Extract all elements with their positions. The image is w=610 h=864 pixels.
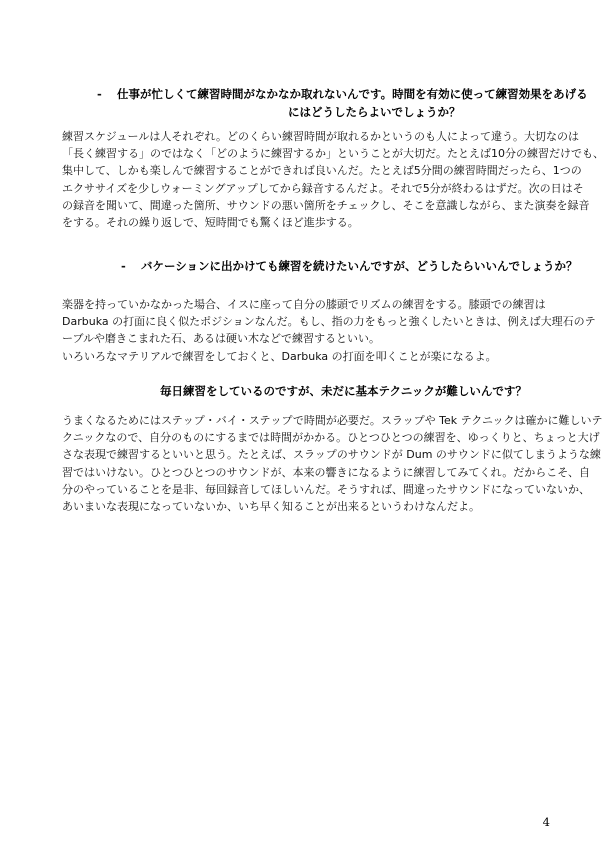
answer-3-line-5: 分のやっていることを是非、毎回録音してほしいんだ。そうすれば、間違ったサウンドになっていないか、 [62,482,590,496]
answer-1-line-3: 集中して、しかも楽しんで練習することができれば良いんだ。たとえば5分間の練習時間だったら、1つの [62,164,582,178]
answer-3-line-4: 習ではいけない。ひとつひとつのサウンドが、本来の響きになるように練習してみてくれ。だからこそ、自 [62,465,590,479]
answer-3 [62,412,603,515]
question-2-dash: - [121,259,126,273]
answer-3-line-2: クニックなので、自分のものにするまでは時間がかかる。ひとつひとつの練習を、ゆっくりと、ちょっと大げ [62,431,600,445]
question-1-dash: - [97,87,102,101]
answer-3-line-6: あいまいな表現になっていないか、いち早く知ることが出来るというわけなんだよ。 [62,500,480,514]
answer-2 [62,296,596,365]
question-3-line-1: 毎日練習をしているのですが、未だに基本テクニックが難しいんです？ [160,384,527,398]
answer-1-line-6: をする。それの繰り返しで、短時間でも驚くほど進歩する。 [62,216,359,230]
answer-1-line-5: の録音を聞いて、間違った箇所、サウンドの悪い箇所をチェックし、そこを意識しながら、また演奏を録音 [62,198,590,212]
answer-1 [62,128,604,231]
answer-3-line-3: さな表現で練習するといいと思う。たとえば、スラップのサウンドが Dum のサウンドに似てしまうような練 [62,448,601,462]
answer-1-line-2: 「長く練習する」のではなく「どのように練習するか」ということが大切だ。たとえば10分の練習だけでも、 [62,147,604,161]
answer-1-line-1: 練習スケジュールは人それぞれ。どのくらい練習時間が取れるかというのも人によって違う。大切なのは [62,130,579,143]
answer-2-line-1: 楽器を持っていかなかった場合、イスに座って自分の膝頭でリズムの練習をする。膝頭での練習は [62,298,546,311]
page-number: 4 [542,815,550,829]
answer-3-line-1: うまくなるためにはステップ・バイ・ステップで時間が必要だ。スラップや Tek テクニックは確かに難しいテ [62,414,603,427]
answer-1-line-4: エクササイズを少しウォーミングアップしてから録音するんだよ。それで5分が終わるはずだ。次の日はそ [62,181,584,195]
question-1-line-2: にはどうしたらよいでしょうか？ [288,105,461,119]
question-1-line-1: 仕事が忙しくて練習時間がなかなか取れないんです。時間を有効に使って練習効果をあげる [117,87,588,101]
answer-2-line-2: Darbuka の打面に良く似たポジションなんだ。もし、指の力をもっと強くしたいときは、例えば大理石のテ [62,315,596,329]
answer-2-line-3: ーブルや磨きこまれた石、あるは硬い木などで練習するといい。 [62,332,381,346]
answer-2-line-4: いろいろなマテリアルで練習をしておくと、Darbuka の打面を叩くことが楽になるよ。 [62,349,497,363]
question-2-line-1: バケーションに出かけても練習を続けたいんですが、どうしたらいいんでしょうか？ [141,259,578,273]
